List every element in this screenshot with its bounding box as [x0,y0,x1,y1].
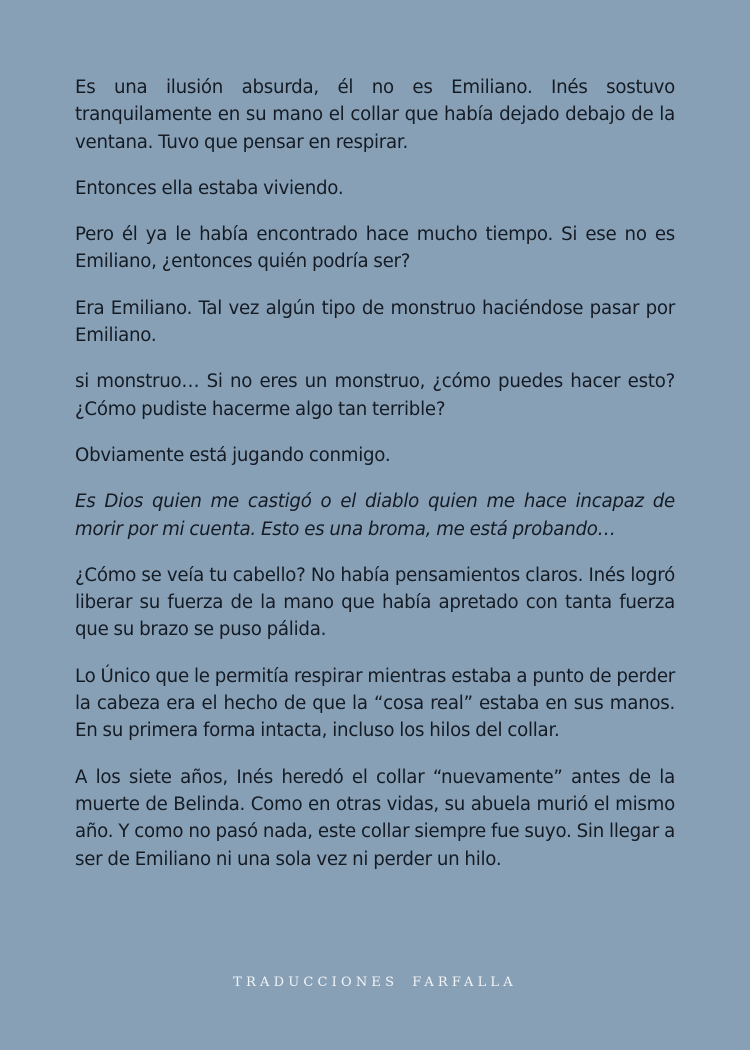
paragraph: ¿Cómo se veía tu cabello? No había pensamientos claros. Inés logró liberar su fuerza de la mano que había apretado con tanta fuerza que su brazo se puso pálida. [75,564,675,641]
paragraph: Era Emiliano. Tal vez algún tipo de monstruo haciéndose pasar por Emiliano. [75,297,675,347]
paragraph: Lo Único que le permitía respirar mientras estaba a punto de perder la cabeza era el hecho de que la “cosa real” estaba en sus manos. En su primera forma intacta, incluso los hilos del collar. [75,665,675,742]
page-body [75,74,675,892]
paragraph: Es una ilusión absurda, él no es Emiliano. Inés sostuvo tranquilamente en su mano el collar que había dejado debajo de la ventana. Tuvo que pensar en respirar. [75,77,675,153]
footer-word-2: FARFALLA [412,975,517,990]
paragraph: Pero él ya le había encontrado hace mucho tiempo. Si ese no es Emiliano, ¿entonces quién podría ser? [75,224,675,273]
footer-word-1: TRADUCCIONES [233,975,399,990]
paragraph: Entonces ella estaba viviendo. [75,177,344,199]
paragraph: Obviamente está jugando conmigo. [75,444,391,466]
paragraph: A los siete años, Inés heredó el collar “nuevamente” antes de la muerte de Belinda. Como en otras vidas, su abuela murió el mismo año. Y como no pasó nada, este collar siempre fue suyo. Sin llegar a ser de Emiliano ni una sola vez ni perder un hilo. [75,766,675,870]
paragraph: si monstruo… Si no eres un monstruo, ¿cómo puedes hacer esto? ¿Cómo pudiste hacerme algo tan terrible? [75,371,675,420]
italic-paragraph: Es Dios quien me castigó o el diablo quien me hace incapaz de morir por mi cuenta. Esto es una broma, me está probando… [75,491,675,540]
footer-credit [0,975,750,990]
